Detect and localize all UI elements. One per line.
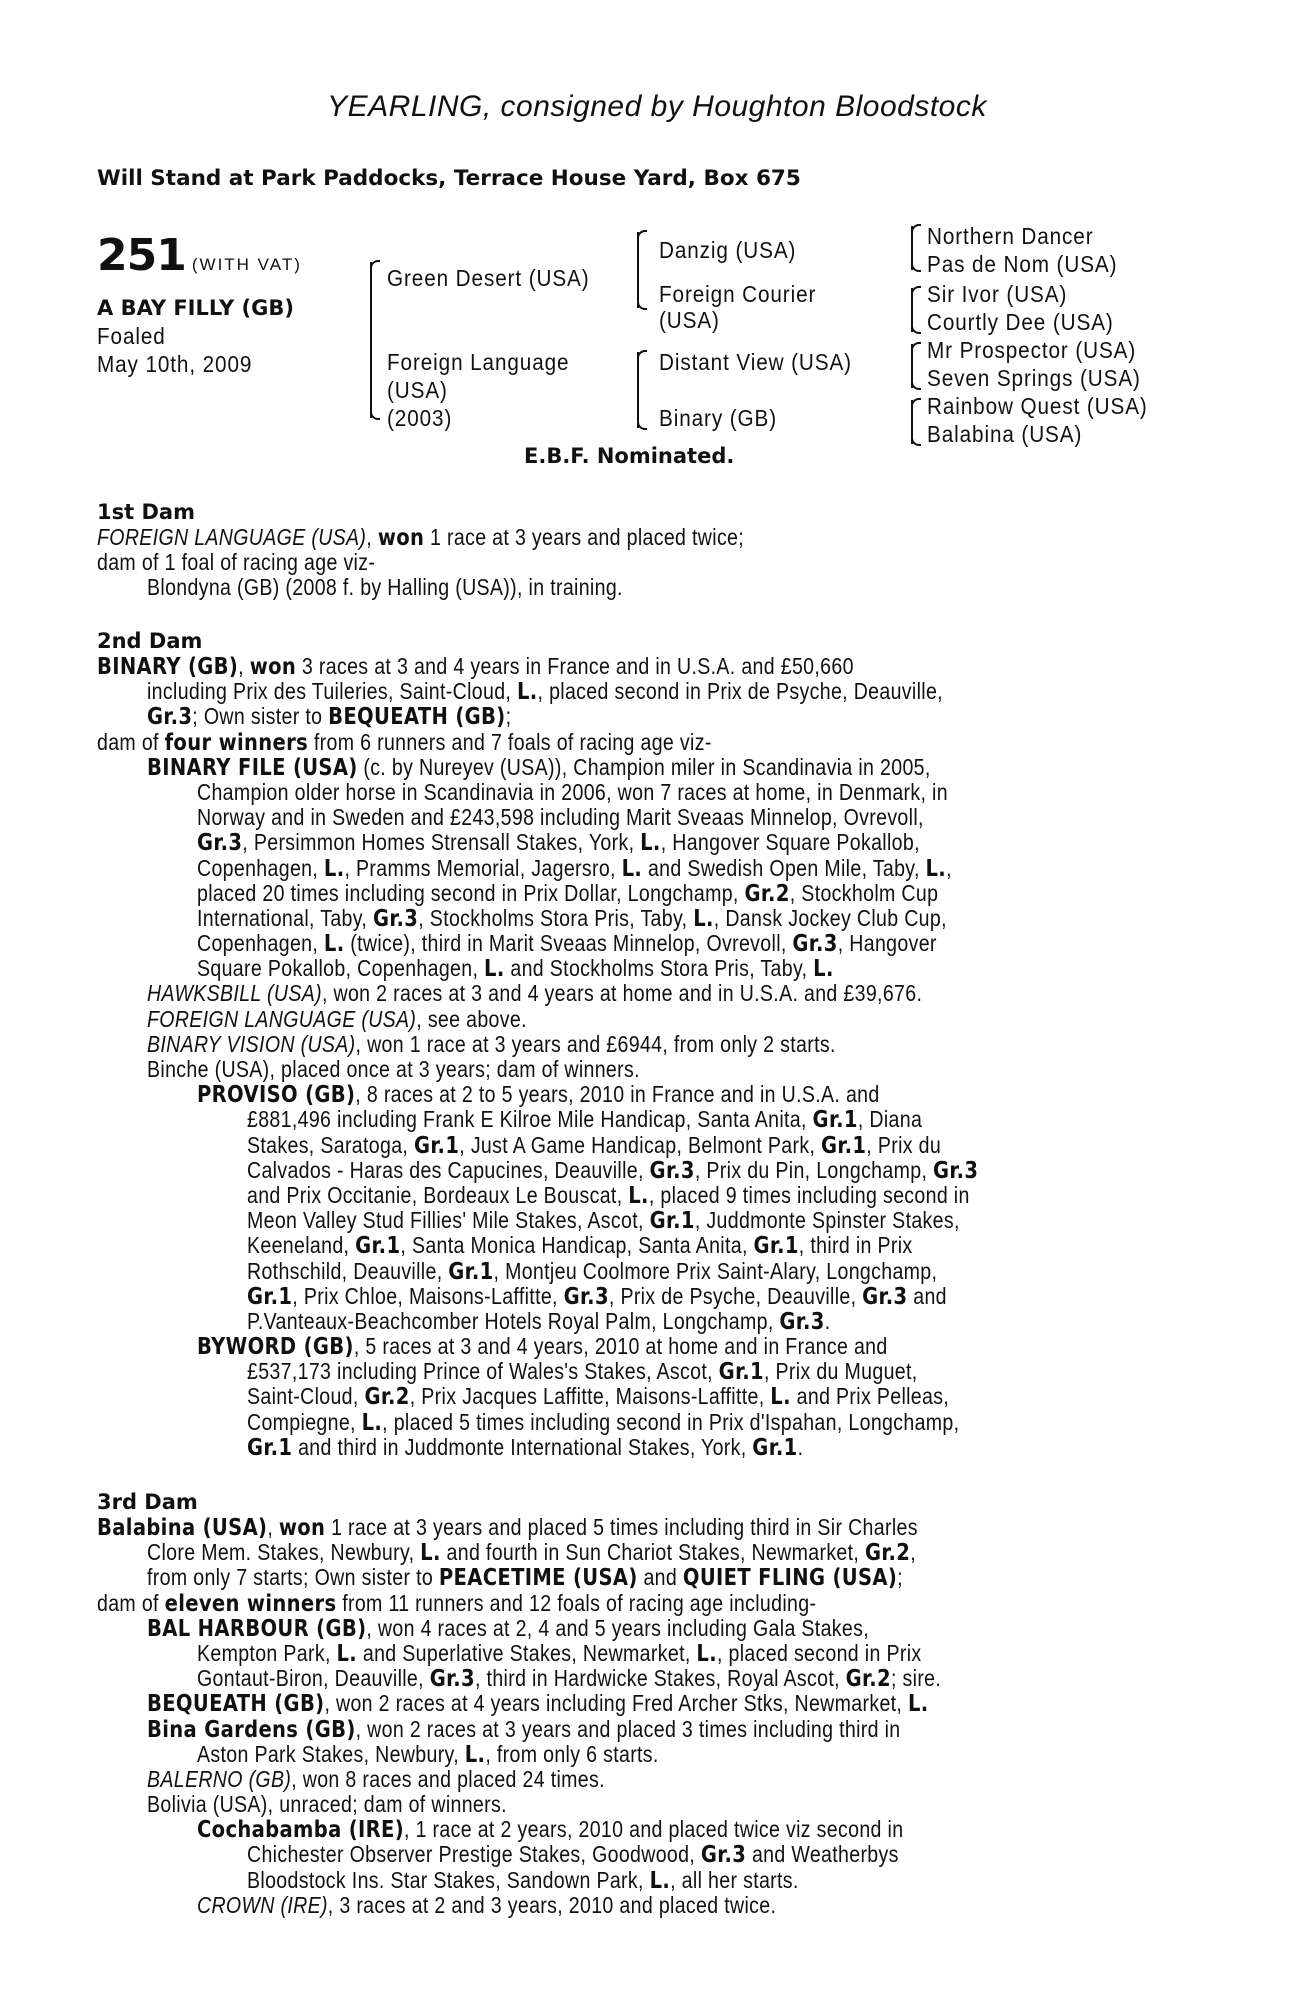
second-dam-heading: 2nd Dam xyxy=(97,629,203,653)
ebf-nomination: E.B.F. Nominated. xyxy=(524,444,735,468)
pedigree-brace-dd xyxy=(911,400,913,444)
pedigree-dss: Mr Prospector (USA) xyxy=(927,337,1137,363)
first-dam-text: FOREIGN LANGUAGE (USA), won 1 race at 3 years and placed twice; dam of 1 foal of racing age viz- Blondyna (GB) (2008 f. by Halling (USA)), in training. xyxy=(97,524,745,601)
pedigree-sdd: Courtly Dee (USA) xyxy=(927,309,1114,335)
foaled-date: May 10th, 2009 xyxy=(97,351,253,377)
pedigree-dam-line1: Foreign Language xyxy=(387,349,570,375)
pedigree-sire-sire: Danzig (USA) xyxy=(659,237,797,263)
lot-vat: (WITH VAT) xyxy=(191,255,302,274)
foaled-label: Foaled xyxy=(97,323,166,349)
pedigree-brace-ss xyxy=(911,226,913,270)
pedigree-brace-dam xyxy=(637,352,639,428)
pedigree-dam-line3: (2003) xyxy=(387,405,453,431)
pedigree-ddd: Balabina (USA) xyxy=(927,421,1083,447)
lot-name: A BAY FILLY (GB) xyxy=(97,296,294,320)
pedigree-sss: Northern Dancer xyxy=(927,223,1094,249)
pedigree-brace-sire xyxy=(637,232,639,308)
stand-location: Will Stand at Park Paddocks, Terrace House Yard, Box 675 xyxy=(97,166,801,191)
pedigree-brace-sd xyxy=(911,288,913,332)
pedigree-brace-main xyxy=(370,262,372,418)
pedigree-dds: Rainbow Quest (USA) xyxy=(927,393,1148,419)
third-dam-heading: 3rd Dam xyxy=(97,1490,198,1514)
second-dam-text: BINARY (GB), won 3 races at 3 and 4 years in France and in U.S.A. and £50,660 including Prix des Tuileries, Saint-Cloud, L., placed second in Prix de Psyche, Deauville, Gr.3; Own sister to BEQUEATH (GB); dam of four winners from 6 runners and 7 foals of racing age viz- BINARY FILE (USA) (c. by Nureyev (USA)), Champion miler in Scandinavia in 2005, Champion older horse in Scandinavia in 2006, won 7 races at home, in Denmark, in Norway and in Sweden and £243,598 including Marit Sveaas Minnelop, Ovrevoll, Gr.3, Persimmon Homes Strensall Stakes, York, L., Hangover Square Pokallob, Copenhagen, L., Pramms Memorial, Jagersro, L. and Swedish Open Mile, Taby, L., placed 20 times including second in Prix Dollar, Longchamp, Gr.2, Stockholm Cup International, Taby, Gr.3, Stockholms Stora Pris, Taby, L., Dansk Jockey Club Cup, Copenhagen, L. (twice), third in Marit Sveaas Minnelop, Ovrevoll, Gr.3, Hangover Square Pokallob, Copenhagen, L. and Stockholms Stora Pris, Taby, L. HAWKSBILL (USA), won 2 races at 3 and 4 years at home and in U.S.A. and £39,676. FOREIGN LANGUAGE (USA), see above. BINARY VISION (USA), won 1 race at 3 years and £6944, from only 2 starts. Binche (USA), placed once at 3 years; dam of winners. PROVISO (GB), 8 races at 2 to 5 years, 2010 in France and in U.S.A. and £881,496 including Frank E Kilroe Mile Handicap, Santa Anita, Gr.1, Diana Stakes, Saratoga, Gr.1, Just A Game Handicap, Belmont Park, Gr.1, Prix du Calvados - Haras des Capucines, Deauville, Gr.3, Prix du Pin, Longchamp, Gr.3 and Prix Occitanie, Bordeaux Le Bouscat, L., placed 9 times including second in Meon Valley Stud Fillies' Mile Stakes, Ascot, Gr.1, Juddmonte Spinster Stakes, Keeneland, Gr.1, Santa Monica Handicap, Santa Anita, Gr.1, third in Prix Rothschild, Deauville, Gr.1, Montjeu Coolmore Prix Saint-Alary, Longchamp, Gr.1, Prix Chloe, Maisons-Laffitte, Gr.3, Prix de Psyche, Deauville, Gr.3 and P.Vanteaux-Beachcomber Hotels Royal Palm, Longchamp, Gr.3. BYWORD (GB), 5 races at 3 and 4 years, 2010 at home and in France and £537,173 including Prince of Wales's Stakes, Ascot, Gr.1, Prix du Muguet, Saint-Cloud, Gr.2, Prix Jacques Laffitte, Maisons-Laffitte, L. and Prix Pelleas, Compiegne, L., placed 5 times including second in Prix d'Ispahan, Longchamp, Gr.1 and third in Juddmonte International Stakes, York, Gr.1. xyxy=(97,653,979,1461)
pedigree-dam-sire: Distant View (USA) xyxy=(659,349,852,375)
pedigree-sds: Sir Ivor (USA) xyxy=(927,281,1068,307)
pedigree-dam-dam: Binary (GB) xyxy=(659,405,778,431)
pedigree-sire-dam-line2: (USA) xyxy=(659,307,720,333)
pedigree-dam-line2: (USA) xyxy=(387,377,448,403)
first-dam-heading: 1st Dam xyxy=(97,500,195,524)
pedigree-brace-ds xyxy=(911,344,913,388)
pedigree-sire: Green Desert (USA) xyxy=(387,265,590,291)
pedigree-sire-dam-line1: Foreign Courier xyxy=(659,281,817,307)
lot-heading xyxy=(97,230,302,281)
third-dam-text: Balabina (USA), won 1 race at 3 years and placed 5 times including third in Sir Charles Clore Mem. Stakes, Newbury, L. and fourth in Sun Chariot Stakes, Newmarket, Gr.2, from only 7 starts; Own sister to PEACETIME (USA) and QUIET FLING (USA); dam of eleven winners from 11 runners and 12 foals of racing age including- BAL HARBOUR (GB), won 4 races at 2, 4 and 5 years including Gala Stakes, Kempton Park, L. and Superlative Stakes, Newmarket, L., placed second in Prix Gontaut-Biron, Deauville, Gr.3, third in Hardwicke Stakes, Royal Ascot, Gr.2; sire. BEQUEATH (GB), won 2 races at 4 years including Fred Archer Stks, Newmarket, L. Bina Gardens (GB), won 2 races at 3 years and placed 3 times including third in Aston Park Stakes, Newbury, L., from only 6 starts. BALERNO (GB), won 8 races and placed 24 times. Bolivia (USA), unraced; dam of winners. Cochabamba (IRE), 1 race at 2 years, 2010 and placed twice viz second in Chichester Observer Prestige Stakes, Goodwood, Gr.3 and Weatherbys Bloodstock Ins. Star Stakes, Sandown Park, L., all her starts. CROWN (IRE), 3 races at 2 and 3 years, 2010 and placed twice. xyxy=(97,1514,942,1918)
pedigree-dsd: Seven Springs (USA) xyxy=(927,365,1141,391)
pedigree-ssd: Pas de Nom (USA) xyxy=(927,251,1118,277)
page-title: YEARLING, consigned by Houghton Bloodstock xyxy=(327,90,987,123)
lot-number: 251 xyxy=(97,230,186,281)
